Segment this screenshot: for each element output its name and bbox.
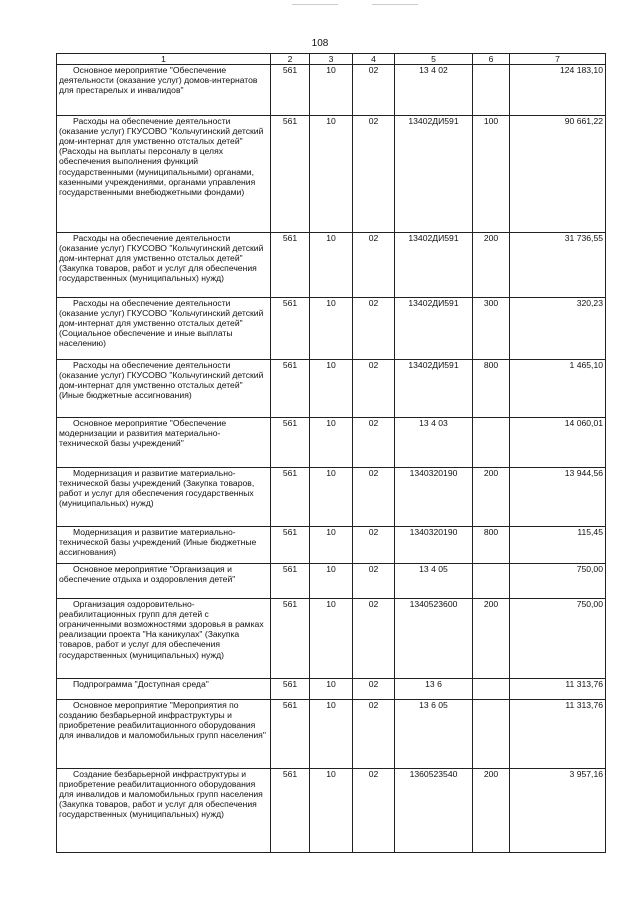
row-description: Модернизация и развитие материально-технической базы учреждений (Закупка товаров, работ и услуг для обеспечения государственных (муниципальных) нужд) xyxy=(57,468,271,527)
code-expense-type: 200 xyxy=(473,769,510,853)
table-row xyxy=(57,65,606,116)
code-administrator: 561 xyxy=(271,700,310,769)
amount: 115,45 xyxy=(510,527,606,564)
code-section: 10 xyxy=(310,564,353,599)
code-administrator: 561 xyxy=(271,116,310,233)
code-administrator: 561 xyxy=(271,599,310,679)
amount: 1 465,10 xyxy=(510,360,606,418)
code-target-article: 13402ДИ591 xyxy=(395,298,473,360)
row-description: Основное мероприятие "Мероприятия по созданию безбарьерной инфраструктуры и приобретение реабилитационного оборудования для инвалидов и маломобильных групп населения" xyxy=(57,700,271,769)
code-subsection: 02 xyxy=(353,116,395,233)
code-administrator: 561 xyxy=(271,527,310,564)
code-administrator: 561 xyxy=(271,233,310,298)
code-administrator: 561 xyxy=(271,468,310,527)
code-subsection: 02 xyxy=(353,564,395,599)
table-row xyxy=(57,298,606,360)
row-description: Расходы на обеспечение деятельности (оказание услуг) ГКУСОВО "Кольчугинский детский дом-интернат для умственно отсталых детей" (Социальное обеспечение и иные выплаты населению) xyxy=(57,298,271,360)
column-header: 5 xyxy=(395,54,473,65)
code-target-article: 13402ДИ591 xyxy=(395,360,473,418)
code-administrator: 561 xyxy=(271,769,310,853)
code-section: 10 xyxy=(310,700,353,769)
code-administrator: 561 xyxy=(271,65,310,116)
code-subsection: 02 xyxy=(353,418,395,468)
row-description: Основное мероприятие "Организация и обеспечение отдыха и оздоровления детей" xyxy=(57,564,271,599)
table-row xyxy=(57,769,606,853)
amount: 124 183,10 xyxy=(510,65,606,116)
code-subsection: 02 xyxy=(353,65,395,116)
code-administrator: 561 xyxy=(271,418,310,468)
page-number: 108 xyxy=(311,38,329,49)
column-header: 6 xyxy=(473,54,510,65)
code-section: 10 xyxy=(310,298,353,360)
code-section: 10 xyxy=(310,65,353,116)
code-target-article: 13 6 xyxy=(395,679,473,700)
row-description: Основное мероприятие "Обеспечение модернизации и развития материально-технической базы учреждений" xyxy=(57,418,271,468)
code-target-article: 13402ДИ591 xyxy=(395,233,473,298)
code-section: 10 xyxy=(310,418,353,468)
code-target-article: 1340320190 xyxy=(395,468,473,527)
table-row xyxy=(57,599,606,679)
scan-mark xyxy=(372,4,418,5)
code-section: 10 xyxy=(310,468,353,527)
row-description: Модернизация и развитие материально-технической базы учреждений (Иные бюджетные ассигнования) xyxy=(57,527,271,564)
row-description: Создание безбарьерной инфраструктуры и приобретение реабилитационного оборудования для инвалидов и маломобильных групп населения (Закупка товаров, работ и услуг для обеспечения государственных (муниципальных) нужд) xyxy=(57,769,271,853)
amount: 13 944,56 xyxy=(510,468,606,527)
header-row xyxy=(57,54,606,65)
code-administrator: 561 xyxy=(271,360,310,418)
row-description: Расходы на обеспечение деятельности (оказание услуг) ГКУСОВО "Кольчугинский детский дом-интернат для умственно отсталых детей" (Иные бюджетные ассигнования) xyxy=(57,360,271,418)
amount: 90 661,22 xyxy=(510,116,606,233)
code-target-article: 13402ДИ591 xyxy=(395,116,473,233)
table-row xyxy=(57,468,606,527)
code-section: 10 xyxy=(310,679,353,700)
row-description: Организация оздоровительно-реабилитационных групп для детей с ограниченными возможностями здоровья в рамках реализации проекта "На каникулах" (Закупка товаров, работ и услуг для обеспечения государственных (муниципальных) нужд) xyxy=(57,599,271,679)
code-expense-type: 200 xyxy=(473,599,510,679)
code-target-article: 1360523540 xyxy=(395,769,473,853)
code-section: 10 xyxy=(310,116,353,233)
table-row xyxy=(57,679,606,700)
code-administrator: 561 xyxy=(271,298,310,360)
code-expense-type: 200 xyxy=(473,233,510,298)
amount: 750,00 xyxy=(510,564,606,599)
table-body xyxy=(57,65,606,853)
code-target-article: 13 4 05 xyxy=(395,564,473,599)
table-row xyxy=(57,700,606,769)
code-expense-type: 300 xyxy=(473,298,510,360)
amount: 14 060,01 xyxy=(510,418,606,468)
code-section: 10 xyxy=(310,360,353,418)
code-section: 10 xyxy=(310,233,353,298)
code-expense-type: 800 xyxy=(473,527,510,564)
code-administrator: 561 xyxy=(271,564,310,599)
row-description: Расходы на обеспечение деятельности (оказание услуг) ГКУСОВО "Кольчугинский детский дом-интернат для умственно отсталых детей" (Расходы на выплаты персоналу в целях обеспечения выполнения функций государственными (муниципальными) органами, казенными учреждениями, органами управления государственными внебюджетными фондами) xyxy=(57,116,271,233)
code-target-article: 13 4 02 xyxy=(395,65,473,116)
code-subsection: 02 xyxy=(353,599,395,679)
row-description: Расходы на обеспечение деятельности (оказание услуг) ГКУСОВО "Кольчугинский детский дом-интернат для умственно отсталых детей" (Закупка товаров, работ и услуг для обеспечения государственных (муниципальных) нужд) xyxy=(57,233,271,298)
code-subsection: 02 xyxy=(353,298,395,360)
amount: 31 736,55 xyxy=(510,233,606,298)
table-row xyxy=(57,564,606,599)
column-header: 2 xyxy=(271,54,310,65)
code-expense-type xyxy=(473,418,510,468)
table-row xyxy=(57,527,606,564)
column-header: 1 xyxy=(57,54,271,65)
code-section: 10 xyxy=(310,599,353,679)
code-expense-type: 800 xyxy=(473,360,510,418)
amount: 3 957,16 xyxy=(510,769,606,853)
code-expense-type xyxy=(473,65,510,116)
table-row xyxy=(57,418,606,468)
amount: 11 313,76 xyxy=(510,700,606,769)
amount: 11 313,76 xyxy=(510,679,606,700)
code-expense-type: 200 xyxy=(473,468,510,527)
code-expense-type: 100 xyxy=(473,116,510,233)
code-expense-type xyxy=(473,700,510,769)
scan-mark xyxy=(292,4,338,5)
code-subsection: 02 xyxy=(353,679,395,700)
code-subsection: 02 xyxy=(353,527,395,564)
column-header: 3 xyxy=(310,54,353,65)
code-target-article: 13 4 03 xyxy=(395,418,473,468)
row-description: Подпрограмма "Доступная среда" xyxy=(57,679,271,700)
code-target-article: 1340523600 xyxy=(395,599,473,679)
amount: 750,00 xyxy=(510,599,606,679)
code-subsection: 02 xyxy=(353,233,395,298)
column-header: 4 xyxy=(353,54,395,65)
code-subsection: 02 xyxy=(353,700,395,769)
budget-table xyxy=(56,53,606,853)
code-subsection: 02 xyxy=(353,769,395,853)
code-section: 10 xyxy=(310,527,353,564)
code-expense-type xyxy=(473,564,510,599)
column-header: 7 xyxy=(510,54,606,65)
code-expense-type xyxy=(473,679,510,700)
code-section: 10 xyxy=(310,769,353,853)
code-subsection: 02 xyxy=(353,360,395,418)
amount: 320,23 xyxy=(510,298,606,360)
table-row xyxy=(57,233,606,298)
row-description: Основное мероприятие "Обеспечение деятельности (оказание услуг) домов-интернатов для престарелых и инвалидов" xyxy=(57,65,271,116)
table-row xyxy=(57,360,606,418)
table-row xyxy=(57,116,606,233)
code-administrator: 561 xyxy=(271,679,310,700)
code-target-article: 13 6 05 xyxy=(395,700,473,769)
code-target-article: 1340320190 xyxy=(395,527,473,564)
code-subsection: 02 xyxy=(353,468,395,527)
